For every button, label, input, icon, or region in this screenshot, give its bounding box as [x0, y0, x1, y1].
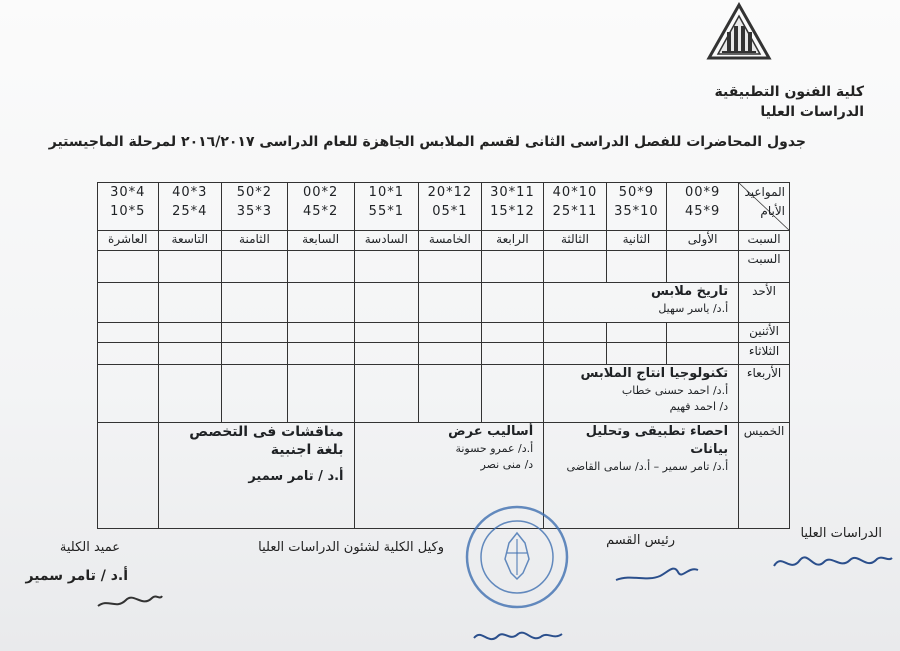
- empty-cell: [222, 283, 288, 323]
- empty-cell: [606, 323, 666, 343]
- course-cell: [158, 423, 354, 529]
- empty-cell: [354, 365, 419, 423]
- empty-cell: [222, 323, 288, 343]
- slot-names-row: [98, 231, 790, 251]
- slot-name: الرابعة: [481, 231, 544, 251]
- slot-name: الأولى: [667, 231, 739, 251]
- slot-name: التاسعة: [158, 231, 222, 251]
- empty-cell: [98, 423, 159, 529]
- slot-header: [481, 183, 544, 231]
- corner-label-days: الأيام: [760, 204, 785, 218]
- course-instructor: د/ احمد فهيم: [669, 400, 729, 413]
- day-label-tuesday: الثلاثاء: [739, 343, 790, 365]
- official-stamp-icon: [463, 503, 571, 611]
- slot-end: 1*55: [368, 204, 404, 219]
- day-row-thursday: [98, 423, 790, 529]
- day-label-thursday: الخميس: [739, 423, 790, 529]
- slot-end: 12*15: [490, 204, 535, 219]
- slot-name: الخامسة: [419, 231, 482, 251]
- slot-end: 4*25: [172, 204, 208, 219]
- day-label-wednesday: الأربعاء: [739, 365, 790, 423]
- course-instructor: أ.د/ ياسر سهيل: [658, 302, 729, 315]
- course-instructor: د/ منى نصر: [480, 458, 534, 471]
- course-cell: [544, 283, 739, 323]
- empty-cell: [287, 343, 354, 365]
- day-label-sunday: الأحد: [739, 283, 790, 323]
- slot-header: [158, 183, 222, 231]
- empty-cell: [419, 251, 482, 283]
- slot-start: 2*50: [236, 185, 273, 200]
- course-instructor: أ.د/ احمد حسنى خطاب: [621, 384, 729, 397]
- course-cell: [544, 423, 739, 529]
- slot-start: 1*10: [368, 185, 404, 200]
- empty-cell: [481, 283, 544, 323]
- empty-cell: [354, 283, 419, 323]
- schedule-table: [97, 182, 790, 529]
- empty-cell: [354, 251, 419, 283]
- slot-end: 1*05: [432, 204, 468, 219]
- empty-cell: [287, 323, 354, 343]
- slot-end: 3*35: [236, 204, 273, 219]
- course-instructor: أ.د/ عمرو حسونة: [455, 442, 534, 455]
- empty-cell: [98, 283, 159, 323]
- day-row-monday: [98, 323, 790, 343]
- slot-end: 11*25: [552, 204, 598, 219]
- slot-name: السابعة: [287, 231, 354, 251]
- footer-dept-head: رئيس القسم: [606, 533, 675, 548]
- reference-number-icon: [468, 622, 568, 648]
- slot-name: الثامنة: [222, 231, 288, 251]
- slot-end: 10*35: [614, 204, 659, 219]
- slot-name: العاشرة: [98, 231, 159, 251]
- empty-cell: [419, 343, 482, 365]
- empty-cell: [606, 343, 666, 365]
- slot-start: 4*30: [110, 185, 146, 200]
- signature-icon: [612, 558, 702, 588]
- course-instructor: أ.د / تامر سمير: [248, 469, 344, 484]
- signature-icon: [770, 548, 895, 578]
- slot-header: [98, 183, 159, 231]
- slot-header: [667, 183, 739, 231]
- empty-cell: [287, 365, 354, 423]
- day-row-sunday: [98, 283, 790, 323]
- course-name: تكنولوجيا انتاج الملابس: [580, 366, 729, 381]
- corner-label-times: المواعيد: [744, 185, 785, 199]
- slot-start: 3*40: [172, 185, 208, 200]
- slot-start: 9*00: [684, 185, 721, 200]
- slot-name: الثالثة: [544, 231, 607, 251]
- empty-cell: [98, 365, 159, 423]
- slots-header-row: [98, 183, 790, 231]
- university-logo-icon: [706, 2, 772, 64]
- course-name: أساليب عرض: [448, 424, 534, 439]
- empty-cell: [287, 283, 354, 323]
- schedule-title: جدول المحاضرات للفصل الدراسى الثانى لقسم الملابس الجاهزة للعام الدراسى ٢٠١٦/٢٠١٧ لمرحلة الماجيستير: [48, 134, 806, 150]
- empty-cell: [354, 343, 419, 365]
- slot-header: [419, 183, 482, 231]
- slot-end: 5*10: [110, 204, 146, 219]
- slot-header: [222, 183, 288, 231]
- day-label-saturday: السبت: [739, 251, 790, 283]
- course-cell: [544, 365, 739, 423]
- empty-cell: [158, 365, 222, 423]
- empty-cell: [667, 251, 739, 283]
- day-row-wednesday: [98, 365, 790, 423]
- empty-cell: [158, 251, 222, 283]
- empty-cell: [419, 323, 482, 343]
- department-name: الدراسات العليا: [760, 104, 864, 120]
- empty-cell: [481, 251, 544, 283]
- footer-vice-dean: وكيل الكلية لشئون الدراسات العليا: [258, 540, 444, 555]
- slot-start: 10*40: [552, 185, 598, 200]
- course-instructor: أ.د/ تامر سمير – أ.د/ سامى القاضى: [566, 460, 729, 473]
- empty-cell: [287, 251, 354, 283]
- day-label-monday: الأثنين: [739, 323, 790, 343]
- empty-cell: [222, 343, 288, 365]
- empty-cell: [222, 251, 288, 283]
- slot-header: [544, 183, 607, 231]
- slot-start: 9*50: [618, 185, 655, 200]
- slot-header: [354, 183, 419, 231]
- empty-cell: [158, 343, 222, 365]
- footer-grad-studies: الدراسات العليا: [800, 526, 882, 541]
- slot-end: 2*45: [302, 204, 339, 219]
- empty-cell: [544, 343, 607, 365]
- empty-cell: [98, 323, 159, 343]
- empty-cell: [544, 323, 607, 343]
- footer-dean: عميد الكلية: [59, 540, 120, 555]
- signature-icon: [94, 588, 164, 614]
- empty-cell: [98, 343, 159, 365]
- empty-cell: [419, 365, 482, 423]
- day-row-saturday: [98, 251, 790, 283]
- slot-name: السادسة: [354, 231, 419, 251]
- slot-end: 9*45: [684, 204, 721, 219]
- footer-dean-name: أ.د / تامر سمير: [25, 568, 128, 584]
- slot-start: 11*30: [490, 185, 535, 200]
- header-corner-cell: [739, 183, 790, 231]
- empty-cell: [481, 343, 544, 365]
- day-row-tuesday: [98, 343, 790, 365]
- slot-start: 2*00: [302, 185, 339, 200]
- empty-cell: [481, 323, 544, 343]
- empty-cell: [667, 343, 739, 365]
- slot-header: [287, 183, 354, 231]
- day-label-sat-header: السبت: [739, 231, 790, 251]
- slot-header: [606, 183, 666, 231]
- course-name: تاريخ ملابس: [650, 284, 729, 299]
- empty-cell: [667, 323, 739, 343]
- empty-cell: [158, 283, 222, 323]
- empty-cell: [158, 323, 222, 343]
- empty-cell: [606, 251, 666, 283]
- course-name: احصاء تطبيقى وتحليل بيانات: [585, 424, 729, 457]
- course-name: مناقشات فى التخصص بلغة اجنبية: [189, 424, 344, 458]
- slot-name: الثانية: [606, 231, 666, 251]
- slot-start: 12*20: [427, 185, 473, 200]
- empty-cell: [544, 251, 607, 283]
- empty-cell: [222, 365, 288, 423]
- empty-cell: [98, 251, 159, 283]
- college-name: كلية الفنون التطبيقية: [714, 84, 864, 100]
- empty-cell: [354, 323, 419, 343]
- empty-cell: [481, 365, 544, 423]
- empty-cell: [419, 283, 482, 323]
